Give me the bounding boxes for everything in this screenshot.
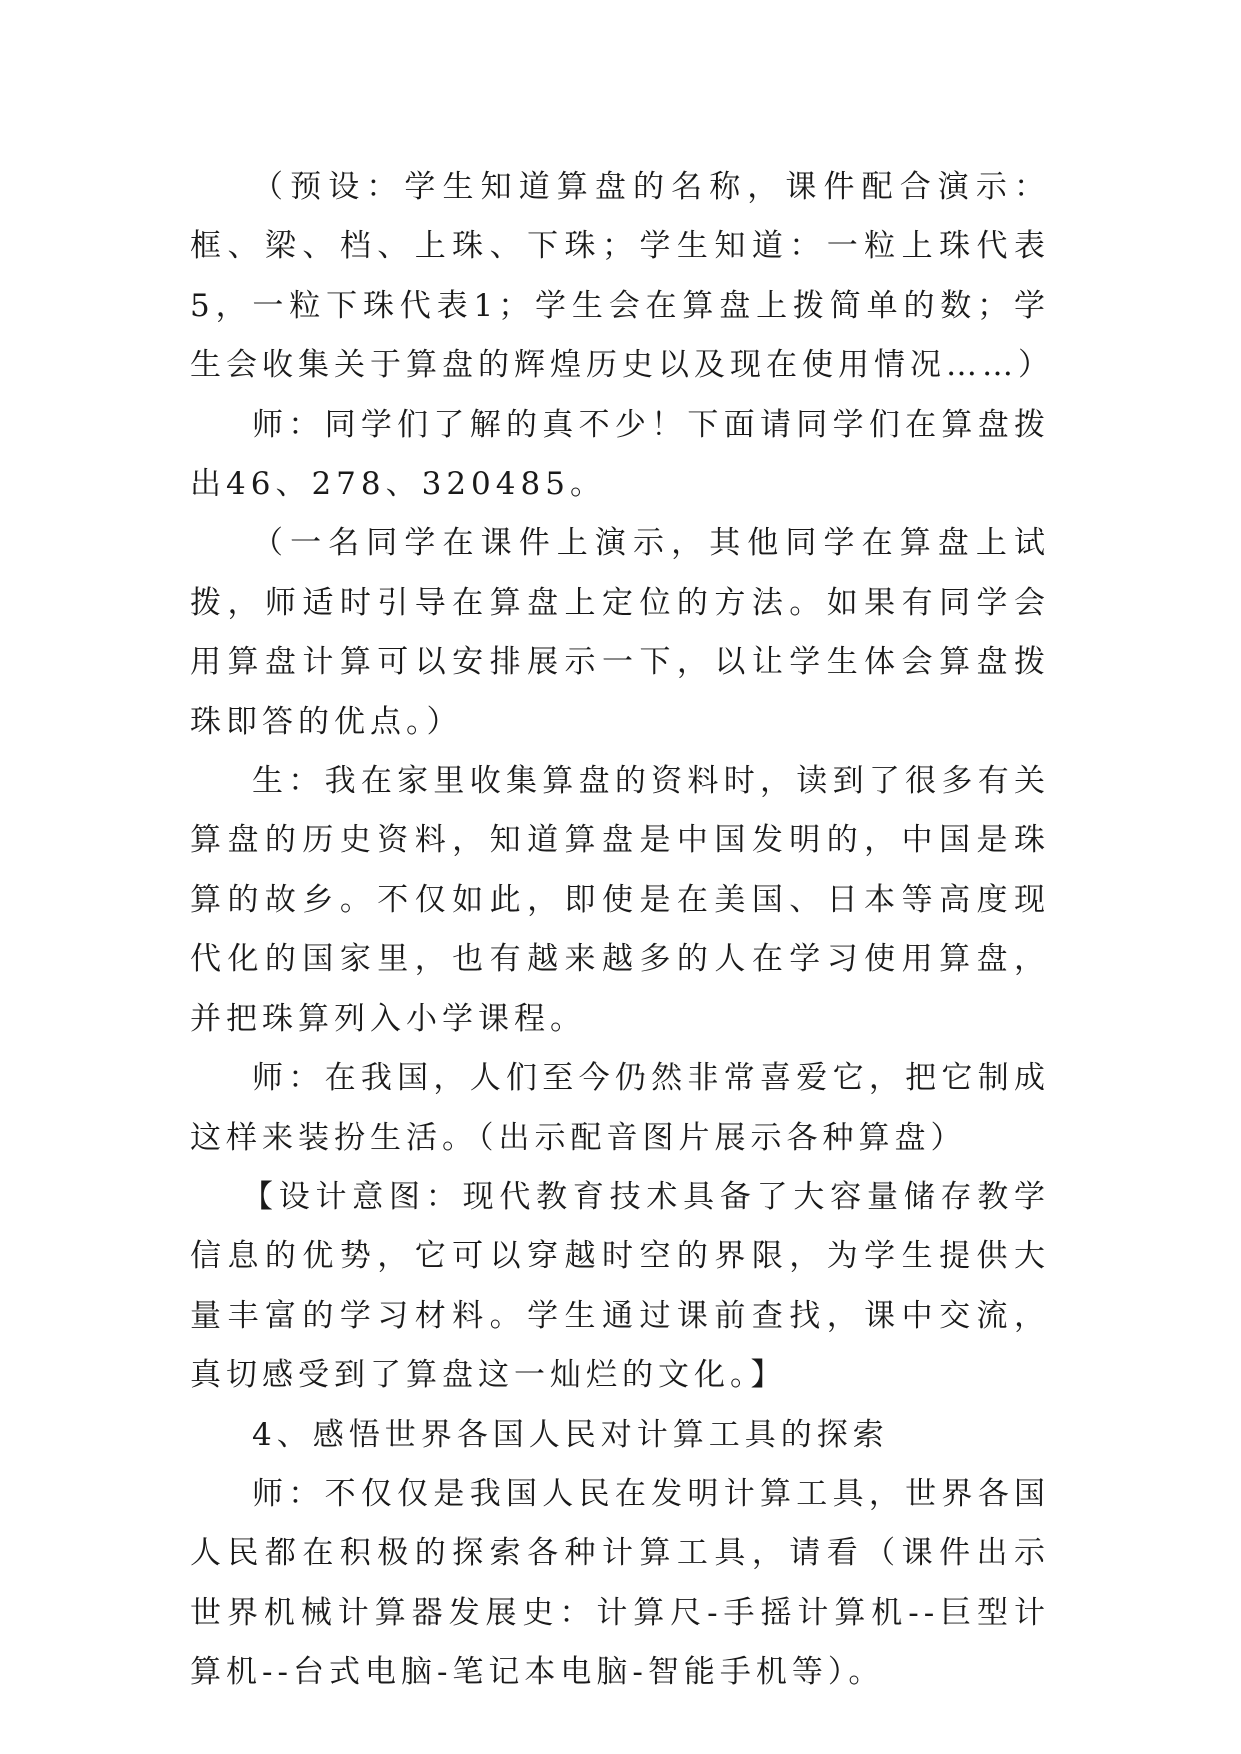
paragraph-demo-note: （一名同学在课件上演示，其他同学在算盘上试拨，师适时引导在算盘上定位的方法。如果有同学会用算盘计算可以安排展示一下，以让学生体会算盘拨珠即答的优点。） (190, 525, 1050, 740)
paragraph-student-history: 生：我在家里收集算盘的资料时，读到了很多有关算盘的历史资料，知道算盘是中国发明的，中国是珠算的故乡。不仅如此，即使是在美国、日本等高度现代化的国家里，也有越来越多的人在学习使用算盘，并把珠算列入小学课程。 (190, 763, 1050, 1037)
paragraph-design-intent: 【设计意图：现代教育技术具备了大容量储存教学信息的优势，它可以穿越时空的界限，为学生提供大量丰富的学习材料。学生通过课前查找，课中交流，真切感受到了算盘这一灿烂的文化。】 (190, 1178, 1050, 1394)
paragraph-teacher-decoration: 师：在我国，人们至今仍然非常喜爱它，把它制成这样来装扮生活。（出示配音图片展示各种算盘） (190, 1060, 1050, 1156)
document-body (190, 158, 1054, 1703)
section-heading-world-exploration: 4、感悟世界各国人民对计算工具的探索 (252, 1416, 889, 1453)
paragraph-teacher-abacus-task: 师：同学们了解的真不少！下面请同学们在算盘拨出46、278、320485。 (190, 406, 1050, 503)
paragraph-teacher-world-tools: 师：不仅仅是我国人民在发明计算工具，世界各国人民都在积极的探索各种计算工具，请看（课件出示世界机械计算器发展史：计算尺-手摇计算机--巨型计算机--台式电脑-笔记本电脑-智能手机等）。 (190, 1475, 1050, 1691)
paragraph-preset-note: （预设：学生知道算盘的名称，课件配合演示：框、梁、档、上珠、下珠；学生知道：一粒上珠代表5，一粒下珠代表1；学生会在算盘上拨简单的数；学生会收集关于算盘的辉煌历史以及现在使用情况……） (190, 169, 1054, 384)
